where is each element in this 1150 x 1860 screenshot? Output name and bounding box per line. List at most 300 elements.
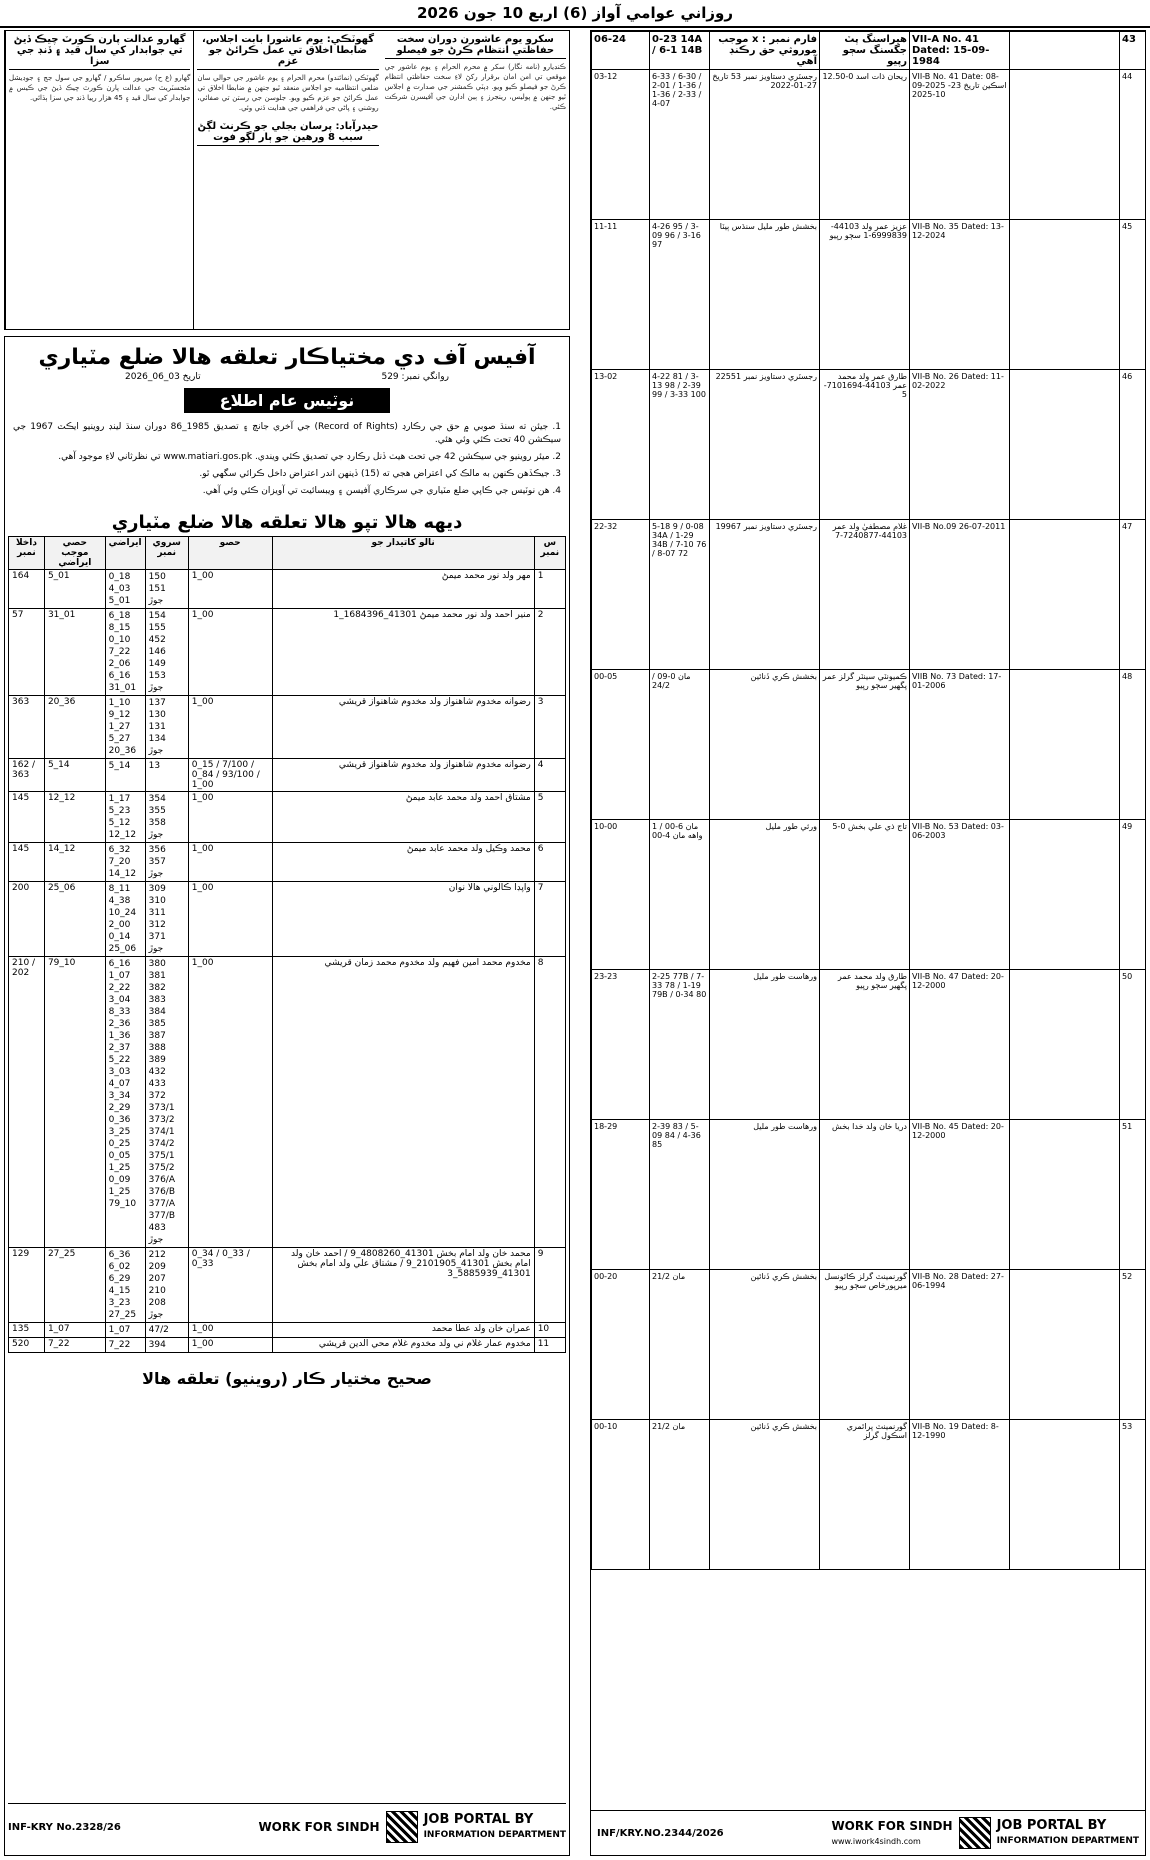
entry-cell: 520 [9,1338,45,1353]
survey-value: 130 [148,710,166,720]
news-body: گهوٽڪي (نمائندو) محرم الحرام ۽ يوم عاشور جي حوالي سان ضلعي انتظاميه جو اجلاس منعقد ٿيو جنهن ۾ ضابطا اخلاق تي عمل ڪرائڻ جو عزم ڪيو ويو. جلوسن جي رستن تي صفائي، روشني ۽ پاڻي جي فراهمي جي هدايت ڏني وئي. [197,74,379,112]
survey-value: 209 [148,1262,166,1272]
record-row [592,820,1146,970]
survey-value: 149 [148,659,166,669]
survey-value: جوڙ [148,830,164,840]
record-row [592,370,1146,520]
survey-value: 372 [148,1091,166,1101]
row-number: 45 [1120,220,1146,370]
survey-value: 432 [148,1067,166,1077]
vii-cell: VII-B No. 26 Dated: 11-02-2022 [910,370,1010,520]
surveys-cell [145,1323,188,1338]
area-value: 25_06 [108,944,137,954]
survey-value: 388 [148,1043,166,1053]
survey-cell: 5-18 9 / 0-08 34A / 1-29 34B / 7-10 76 / 8-07 72 [650,520,710,670]
note-cell: رجسٽري دستاويز نمبر 22551 [710,370,820,520]
survey-value: جوڙ [148,1235,164,1245]
vii-cell: VII-B No. 19 Dated: 8-12-1990 [910,1420,1010,1570]
survey-value: 376/B [148,1187,176,1197]
area-value: 7_22 [108,1340,131,1350]
owner-cell: طارق عمر ولد محمد عمر 44103-7101694-5 [820,370,910,520]
survey-value: 309 [148,884,166,894]
area-value: 3_25 [108,1127,131,1137]
col-header: نالو کاتيدار جو [272,537,534,570]
share-area-cell: 1_07 [44,1323,105,1338]
survey-value: 13 [148,761,161,771]
note-cell: رجسٽري دستاويز نمبر 19967 [710,520,820,670]
survey-value: 210 [148,1286,166,1296]
area-value: 7_22 [108,647,131,657]
job-portal-label: JOB PORTAL BY INFORMATION DEPARTMENT [423,1811,566,1840]
table-row [9,882,566,957]
owner-cell: مخدوم عمار غلام ني ولد مخدوم غلام محي الدين قريشي [272,1338,534,1353]
blank-cell [1010,1420,1120,1570]
areas-cell [105,696,145,759]
share-cell: 1_00 [188,882,272,957]
entry-cell: 162 / 363 [9,759,45,792]
survey-value: 146 [148,647,166,657]
record-row [592,1270,1146,1420]
notice-meta [5,370,569,384]
area-value: 6_29 [108,1274,131,1284]
areas-cell [105,609,145,696]
survey-value: 394 [148,1340,166,1350]
area-value: 27_25 [108,1310,137,1320]
entry-cell: 145 [9,792,45,843]
right-column [590,30,1146,1856]
survey-value: 387 [148,1031,166,1041]
office-title: آفيس آف دي مختياڪار تعلقه هالا ضلع مٽياري [38,345,536,370]
area-value: 12_12 [108,830,137,840]
area-value: 3_03 [108,1067,131,1077]
survey-value: 150 [148,572,166,582]
survey-value: 153 [148,671,166,681]
owner-cell: ڪميونٽي سينٽر گرلز عمر پگهير سڄو رپيو [820,670,910,820]
area-value: 0_05 [108,1151,131,1161]
footer-left [8,1803,566,1850]
survey-cell: مان 21/2 [650,1270,710,1420]
share-cell: 0_15 / 7/100 / 0_84 / 93/100 / 1_00 [188,759,272,792]
survey-value: 383 [148,995,166,1005]
record-row [592,1120,1146,1270]
area-value: 5_14 [108,761,131,771]
share-area-cell: 12_12 [44,792,105,843]
areas-cell [105,1248,145,1323]
sno-cell: 8 [534,957,565,1248]
sno-cell: 3 [534,696,565,759]
share-area-cell: 5_01 [44,570,105,609]
note-cell: بخشش ڪري ڏنائين [710,670,820,820]
note-cell: بخشش ڪري ڏنائين [710,1270,820,1420]
note-cell: ورهاست طور مليل [710,1120,820,1270]
area-value: 0_09 [108,1175,131,1185]
area-value: 10_24 [108,908,137,918]
record-row [592,70,1146,220]
news-title: حيدرآباد: پرسان بجلي جو ڪرنٽ لڳڻ سبب 8 ورهين جو ٻار لڳو فوت [197,121,378,146]
vii-cell: VII-B No. 28 Dated: 27-06-1994 [910,1270,1010,1420]
job-portal-label: JOB PORTAL BY INFORMATION DEPARTMENT [996,1817,1139,1846]
blank-cell [1010,520,1120,670]
entry-cell: 200 [9,882,45,957]
notice-paragraph: 3. جيڪڏهن ڪنهن به مالڪ کي اعتراض هجي ته (15) ڏينهن اندر اعتراض داخل ڪرائي سگهي ٿو. [199,469,561,479]
survey-value: جوڙ [148,869,164,879]
survey-value: 208 [148,1298,166,1308]
survey-value: 377/A [148,1199,175,1209]
area-cell: 10-00 [592,820,650,970]
area-value: 9_12 [108,710,131,720]
row-number: 48 [1120,670,1146,820]
survey-value: 384 [148,1007,166,1017]
note-cell: فارم نمبر : x موجب موروثي حق رڪنڊ آهي [710,32,820,70]
sno-cell: 6 [534,843,565,882]
row-number: 43 [1120,32,1146,70]
sno-cell: 10 [534,1323,565,1338]
area-value: 6_16 [108,671,131,681]
survey-value: 358 [148,818,166,828]
share-cell: 1_00 [188,1323,272,1338]
survey-value: 374/1 [148,1127,175,1137]
left-column [4,30,570,1856]
area-value: 4_15 [108,1286,131,1296]
areas-cell [105,1338,145,1353]
survey-value: جوڙ [148,746,164,756]
share-area-cell: 27_25 [44,1248,105,1323]
record-row [592,32,1146,70]
ref-number: روانگي نمبر: 529 [381,372,449,382]
notice-paragraph: 4. هن نوٽيس جي ڪاپي ضلع مٽياري جي سرڪاري آفيسن ۽ ويبسائيٽ تي آويزان ڪئي وئي آهي. [202,486,561,496]
survey-value: 380 [148,959,166,969]
qr-code-icon [959,1817,991,1849]
blank-cell [1010,370,1120,520]
col-header: ايراضي [105,537,145,570]
sno-cell: 7 [534,882,565,957]
news-body: ڪنڊيارو (نامه نگار) سکر ۾ محرم الحرام ۽ يوم عاشور جي موقعي تي امن امان برقرار رکڻ لاءِ سخت حفاظتي انتظام ڪرڻ جو فيصلو ڪيو ويو. ڊپٽي ڪمشنر جي صدارت ۾ اجلاس ٿيو جنهن ۾ پوليس، رينجرز ۽ ٻين ادارن جي آفيسرن شرڪت ڪئي. [384,63,566,111]
area-value: 5_12 [108,818,131,828]
owner-cell: هيراسنگ پٽ جگسنگ سڄو رپيو [820,32,910,70]
note-cell: ورثي طور مليل [710,820,820,970]
area-value: 2_06 [108,659,131,669]
area-value: 8_15 [108,623,131,633]
owner-cell: تاج ذي علي بخش 0-5 [820,820,910,970]
surveys-cell [145,570,188,609]
col-header: س نمبر [534,537,565,570]
vii-cell: VII-B No. 47 Dated: 20-12-2000 [910,970,1010,1120]
area-value: 6_16 [108,959,131,969]
sno-cell: 5 [534,792,565,843]
survey-value: 134 [148,734,166,744]
sno-cell: 2 [534,609,565,696]
areas-cell [105,957,145,1248]
owner-cell: عزيز عمر ولد 44103-6999839-1 سڄو رپيو [820,220,910,370]
survey-value: جوڙ [148,1310,164,1320]
areas-cell [105,882,145,957]
record-row [592,220,1146,370]
area-value: 1_25 [108,1163,131,1173]
area-value: 5_23 [108,806,131,816]
share-cell: 1_00 [188,696,272,759]
table-title: ديهه هالا تپو هالا تعلقه هالا ضلع مٽياري [111,512,463,533]
areas-cell [105,843,145,882]
vii-cell: VIIB No. 73 Dated: 17-01-2006 [910,670,1010,820]
survey-value: 433 [148,1079,166,1089]
vii-cell: VII-B No.09 26-07-2011 [910,520,1010,670]
area-value: 6_18 [108,611,131,621]
area-value: 6_02 [108,1262,131,1272]
area-cell: 11-11 [592,220,650,370]
vii-cell: VII-B No. 53 Dated: 03-06-2003 [910,820,1010,970]
survey-value: جوڙ [148,944,164,954]
entry-cell: 135 [9,1323,45,1338]
share-cell: 1_00 [188,609,272,696]
area-value: 2_29 [108,1103,131,1113]
record-row [592,670,1146,820]
share-area-cell: 5_14 [44,759,105,792]
area-value: 1_07 [108,1325,131,1335]
note-cell: بخشش ڪري ڏنائين [710,1420,820,1570]
area-value: 79_10 [108,1199,137,1209]
land-table-body [9,570,566,1353]
note-cell: بخشش طور مليل سنڌس ٻيٽا [710,220,820,370]
survey-value: 382 [148,983,166,993]
owner-cell: محمد وڪيل ولد محمد عابد ميمڻ [272,843,534,882]
area-value: 4_03 [108,584,131,594]
table-row [9,957,566,1248]
table-row [9,1338,566,1353]
news-title: گهوٽڪي: يوم عاشورا بابت اجلاس، ضابطا اخلاق تي عمل ڪرائڻ جو عزم [197,34,378,70]
survey-cell: 4-26 95 / 3-09 96 / 3-16 97 [650,220,710,370]
area-value: 3_23 [108,1298,131,1308]
survey-value: 385 [148,1019,166,1029]
inf-number: INF/KRY.NO.2344/2026 [597,1827,724,1839]
owner-cell: مشتاق احمد ولد محمد عابد ميمڻ [272,792,534,843]
surveys-cell [145,1338,188,1353]
area-value: 14_12 [108,869,137,879]
land-record-table [591,31,1146,1570]
survey-value: 375/2 [148,1163,175,1173]
survey-value: 381 [148,971,166,981]
entry-cell: 164 [9,570,45,609]
share-cell: 1_00 [188,1338,272,1353]
survey-value: 137 [148,698,166,708]
vii-cell: VII-A No. 41 Dated: 15-09-1984 [910,32,1010,70]
area-value: 5_01 [108,596,131,606]
survey-value: 311 [148,908,166,918]
survey-cell: مان 0-09 / 24/2 [650,670,710,820]
news-article [382,31,569,329]
survey-value: 452 [148,635,166,645]
table-row [9,696,566,759]
share-cell: 0_34 / 0_33 / 0_33 [188,1248,272,1323]
news-article [193,31,381,329]
survey-value: جوڙ [148,683,164,693]
area-value: 1_36 [108,1031,131,1041]
area-cell: 00-20 [592,1270,650,1420]
survey-cell: 2-25 77B / 7-33 78 / 1-19 79B / 0-34 80 [650,970,710,1120]
areas-cell [105,759,145,792]
area-cell: 22-32 [592,520,650,670]
area-value: 0_18 [108,572,131,582]
survey-value: 131 [148,722,166,732]
entry-cell: 363 [9,696,45,759]
row-number: 49 [1120,820,1146,970]
area-value: 1_27 [108,722,131,732]
table-row [9,570,566,609]
area-value: 6_36 [108,1250,131,1260]
sno-cell: 4 [534,759,565,792]
share-cell: 1_00 [188,843,272,882]
survey-value: 356 [148,845,166,855]
footer-right [591,1810,1145,1855]
news-article [5,31,193,329]
blank-cell [1010,1120,1120,1270]
col-header: حصو [188,537,272,570]
area-value: 1_07 [108,971,131,981]
row-number: 52 [1120,1270,1146,1420]
news-title: گهارو عدالت پارن ڪورٽ چيڪ ڏيڻ تي جوابدار کي سال قيد ۽ ڏنڊ جي سزا [9,34,190,70]
area-value: 0_25 [108,1139,131,1149]
qr-code-icon [386,1811,418,1843]
areas-cell [105,792,145,843]
owner-cell: گورنمينٽ گرلز ڪائونسل ميرپورخاص سڄو رپيو [820,1270,910,1420]
entry-cell: 210 / 202 [9,957,45,1248]
owner-cell: منير احمد ولد نور محمد ميمڻ 41301_1684396_1 [272,609,534,696]
table-row [9,1248,566,1323]
area-value: 2_22 [108,983,131,993]
owner-cell: گورنمينٽ پرائمري اسڪول گرلز [820,1420,910,1570]
surveys-cell [145,957,188,1248]
area-cell: 00-05 [592,670,650,820]
public-notice [4,336,570,1856]
wfs-logo: WORK FOR SINDH [258,1820,380,1834]
area-value: 0_10 [108,635,131,645]
survey-value: 47/2 [148,1325,169,1335]
sno-cell: 11 [534,1338,565,1353]
area-value: 1_25 [108,1187,131,1197]
survey-value: 483 [148,1223,166,1233]
area-value: 20_36 [108,746,137,756]
survey-value: 373/2 [148,1115,175,1125]
survey-value: 371 [148,932,166,942]
row-number: 46 [1120,370,1146,520]
news-title: سکرو يوم عاشورن دوران سخت حفاظتي انتظام ڪرڻ جو فيصلو [385,34,566,59]
survey-value: 357 [148,857,166,867]
area-value: 7_20 [108,857,131,867]
surveys-cell [145,696,188,759]
area-value: 4_07 [108,1079,131,1089]
share-area-cell: 14_12 [44,843,105,882]
survey-cell: 6-33 / 6-30 / 2-01 / 1-36 / 1-36 / 2-33 / 4-07 [650,70,710,220]
work-for-sindh-brand [831,1817,1139,1849]
share-cell: 1_00 [188,792,272,843]
share-area-cell: 79_10 [44,957,105,1248]
note-cell: ورهاست طور مليل [710,970,820,1120]
area-value: 1_17 [108,794,131,804]
owner-cell: واپڊا ڪالوني هالا نوان [272,882,534,957]
area-cell: 00-10 [592,1420,650,1570]
area-value: 0_14 [108,932,131,942]
survey-value: 154 [148,611,166,621]
notice-paragraphs [5,417,569,506]
area-value: 2_37 [108,1043,131,1053]
inf-number: INF-KRY No.2328/26 [8,1821,121,1833]
survey-value: 389 [148,1055,166,1065]
survey-value: 355 [148,806,166,816]
survey-value: 155 [148,623,166,633]
survey-value: 374/2 [148,1139,175,1149]
share-cell: 1_00 [188,570,272,609]
owner-cell: مهر ولد نور محمد ميمڻ [272,570,534,609]
news-body: گهارو (ع ح) ميرپور ساڪرو / گهارو جي سول جج ۽ جوڊيشل مئجسٽريٽ جي عدالت پارن ڪورٽ چيڪ ڏيڻ جي ڪيس ۾ جوابدار کي سال قيد ۽ 45 هزار رپيا ڏنڊ جي سزا ٻڌائي. [9,74,191,102]
table-header-row [9,537,566,570]
blank-cell [1010,1270,1120,1420]
col-header: سروي نمبر [145,537,188,570]
col-header: داخلا نمبر [9,537,45,570]
row-number: 47 [1120,520,1146,670]
surveys-cell [145,843,188,882]
blank-cell [1010,220,1120,370]
area-value: 31_01 [108,683,137,693]
blank-cell [1010,820,1120,970]
share-cell: 1_00 [188,957,272,1248]
survey-cell: 2-39 83 / 5-09 84 / 4-36 85 [650,1120,710,1270]
right-table-body [592,32,1146,1570]
entry-cell: 145 [9,843,45,882]
table-row [9,843,566,882]
table-row [9,792,566,843]
survey-cell: 0-23 14A / 6-1 14B [650,32,710,70]
owner-cell: طارق ولد محمد عمر پگهير سڄو رپيو [820,970,910,1120]
area-value: 2_00 [108,920,131,930]
row-number: 53 [1120,1420,1146,1570]
area-value: 2_36 [108,1019,131,1029]
owner-cell: محمد خان ولد امام بخش 41301_4808260_9 / احمد خان ولد امام بخش 41301_2101905_9 / مشتاق علي ولد امام بخش 41301_5885939_3 [272,1248,534,1323]
survey-value: 310 [148,896,166,906]
row-number: 50 [1120,970,1146,1120]
survey-value: 377/B [148,1211,176,1221]
entry-cell: 57 [9,609,45,696]
survey-value: 354 [148,794,166,804]
sno-cell: 9 [534,1248,565,1323]
surveys-cell [145,1248,188,1323]
row-number: 44 [1120,70,1146,220]
notice-title: نوٽيس عام اطلاع [184,388,390,413]
owner-cell: رضوانه مخدوم شاهنواز ولد مخدوم شاهنواز قريشي [272,759,534,792]
blank-cell [1010,670,1120,820]
record-row [592,1420,1146,1570]
area-cell: 18-29 [592,1120,650,1270]
survey-value: 207 [148,1274,166,1284]
survey-cell: مان 21/2 [650,1420,710,1570]
newspaper-header: روزاني عوامي آواز (6) اربع 10 جون 2026 [0,0,1150,28]
area-value: 8_33 [108,1007,131,1017]
col-header: حصي موجب ايراضي [44,537,105,570]
area-value: 3_04 [108,995,131,1005]
table-row [9,609,566,696]
survey-value: 151 [148,584,166,594]
owner-cell: مخدوم محمد امين فهيم ولد مخدوم محمد زمان قريشي [272,957,534,1248]
vii-cell: VII-B No. 35 Dated: 13-12-2024 [910,220,1010,370]
survey-value: 376/A [148,1175,175,1185]
work-for-sindh-brand [258,1811,566,1843]
vii-cell: VII-B No. 41 Date: 08-09-2025 اسڪين تاريخ 23-10-2025 [910,70,1010,220]
record-row [592,970,1146,1120]
vii-cell: VII-B No. 45 Dated: 20-12-2000 [910,1120,1010,1270]
share-area-cell: 25_06 [44,882,105,957]
area-value: 8_11 [108,884,131,894]
owner-cell: عمران خان ولد عطا محمد [272,1323,534,1338]
news-row [4,30,570,330]
share-area-cell: 7_22 [44,1338,105,1353]
